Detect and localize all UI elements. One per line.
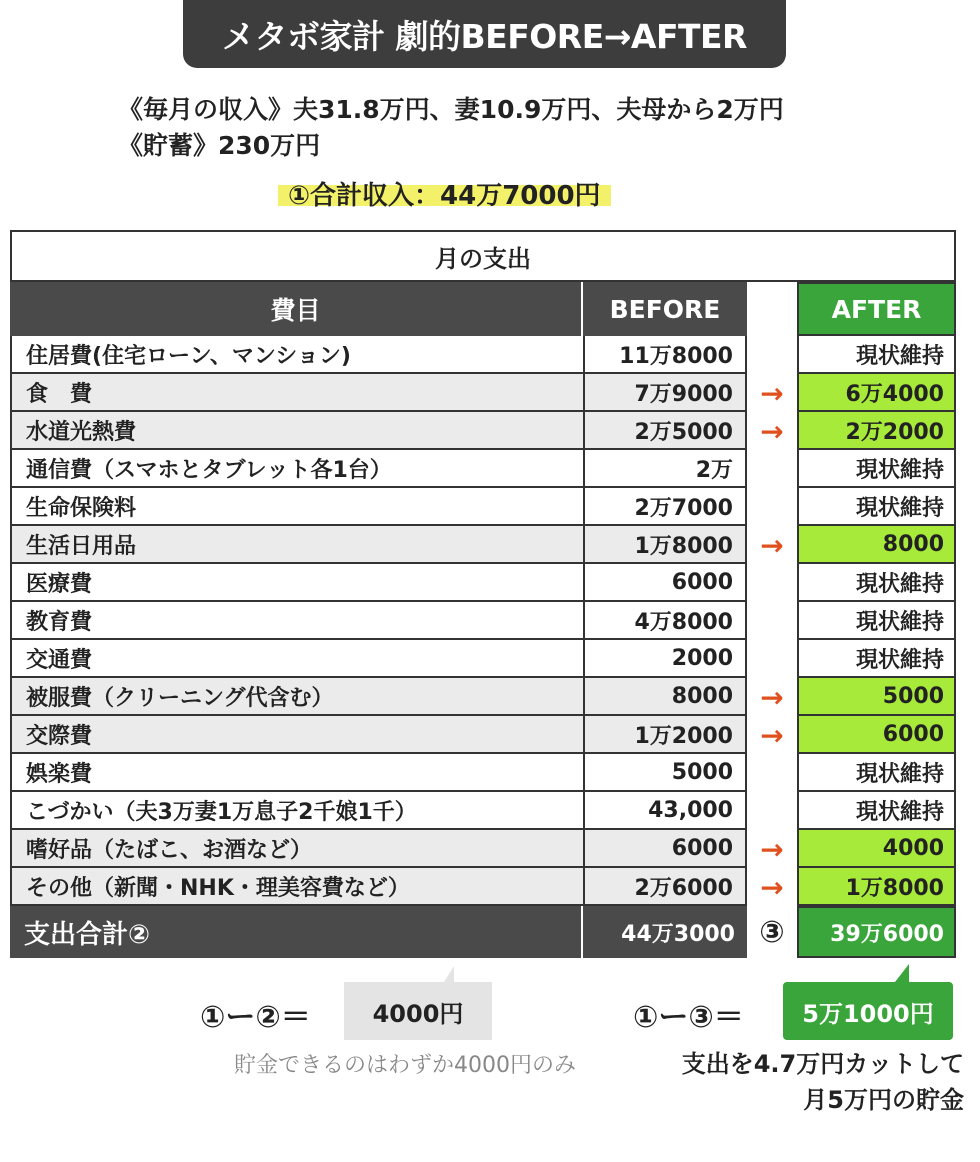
row-after: 現状維持 bbox=[797, 792, 956, 830]
header-after: AFTER bbox=[797, 282, 956, 336]
row-after: 5000 bbox=[797, 678, 956, 716]
result-after-note-line2: 月5万円の貯金 bbox=[803, 1086, 964, 1114]
row-before: 2000 bbox=[583, 640, 747, 678]
result-after-box: 5万1000円 bbox=[783, 982, 953, 1040]
row-item: 生活日用品 bbox=[10, 526, 583, 564]
row-after: 1万8000 bbox=[797, 868, 956, 906]
row-before: 2万7000 bbox=[583, 488, 747, 526]
callout-tail-green bbox=[895, 964, 909, 982]
row-before: 2万 bbox=[583, 450, 747, 488]
arrow-icon: → bbox=[760, 680, 784, 714]
row-before: 1万8000 bbox=[583, 526, 747, 564]
table-row bbox=[10, 488, 956, 526]
row-item: 交際費 bbox=[10, 716, 583, 754]
row-item: 娯楽費 bbox=[10, 754, 583, 792]
row-before: 7万9000 bbox=[583, 374, 747, 412]
row-after: 現状維持 bbox=[797, 450, 956, 488]
row-after: 6000 bbox=[797, 716, 956, 754]
arrow-icon bbox=[747, 488, 797, 526]
row-after: 現状維持 bbox=[797, 754, 956, 792]
arrow-icon bbox=[747, 640, 797, 678]
total-after: 39万6000 bbox=[797, 906, 956, 958]
arrow-icon bbox=[747, 450, 797, 488]
table-row bbox=[10, 564, 956, 602]
row-before: 6000 bbox=[583, 564, 747, 602]
table-row bbox=[10, 602, 956, 640]
table-row bbox=[10, 640, 956, 678]
total-row bbox=[10, 906, 956, 958]
arrow-icon bbox=[747, 754, 797, 792]
row-before: 6000 bbox=[583, 830, 747, 868]
monthly-income: 《毎月の収入》夫31.8万円、妻10.9万円、夫母から2万円 bbox=[118, 95, 784, 124]
row-before: 4万8000 bbox=[583, 602, 747, 640]
row-before: 11万8000 bbox=[583, 336, 747, 374]
expense-table bbox=[10, 230, 956, 958]
row-after: 現状維持 bbox=[797, 488, 956, 526]
result-before-box: 4000円 bbox=[344, 982, 492, 1040]
row-after: 8000 bbox=[797, 526, 956, 564]
table-row bbox=[10, 336, 956, 374]
row-after: 現状維持 bbox=[797, 564, 956, 602]
row-before: 2万5000 bbox=[583, 412, 747, 450]
row-after: 現状維持 bbox=[797, 602, 956, 640]
row-after: 現状維持 bbox=[797, 336, 956, 374]
table-header bbox=[10, 282, 956, 336]
row-before: 1万2000 bbox=[583, 716, 747, 754]
total-before: 44万3000 bbox=[583, 906, 747, 958]
row-before: 43,000 bbox=[583, 792, 747, 830]
row-item: こづかい（夫3万妻1万息子2千娘1千） bbox=[10, 792, 583, 830]
row-item: 嗜好品（たばこ、お酒など） bbox=[10, 830, 583, 868]
row-after: 現状維持 bbox=[797, 640, 956, 678]
header-before: BEFORE bbox=[583, 282, 747, 336]
total-label: 支出合計② bbox=[10, 906, 583, 958]
arrow-icon: → bbox=[760, 832, 784, 866]
callout-tail-gray bbox=[444, 966, 454, 982]
table-row bbox=[10, 450, 956, 488]
arrow-icon bbox=[747, 336, 797, 374]
table-row bbox=[10, 412, 956, 450]
result-before-note: 貯金できるのはわずか4000円のみ bbox=[234, 1053, 576, 1078]
arrow-icon bbox=[747, 602, 797, 640]
page-title: メタボ家計 劇的BEFORE→AFTER bbox=[183, 0, 786, 68]
formula-before: ①ー②＝ bbox=[200, 1000, 311, 1035]
table-row bbox=[10, 868, 956, 906]
total-income: ①合計収入：44万7000円 bbox=[278, 173, 611, 213]
arrow-icon: → bbox=[760, 870, 784, 904]
table-row bbox=[10, 792, 956, 830]
table-row bbox=[10, 678, 956, 716]
row-item: 交通費 bbox=[10, 640, 583, 678]
table-row bbox=[10, 716, 956, 754]
income-info bbox=[118, 92, 784, 164]
savings: 《貯蓄》230万円 bbox=[118, 131, 321, 160]
table-body bbox=[10, 336, 956, 906]
row-after: 6万4000 bbox=[797, 374, 956, 412]
row-item: 教育費 bbox=[10, 602, 583, 640]
row-before: 8000 bbox=[583, 678, 747, 716]
arrow-icon bbox=[747, 792, 797, 830]
row-item: 生命保険料 bbox=[10, 488, 583, 526]
formula-after: ①ー③＝ bbox=[633, 1000, 744, 1035]
arrow-icon: → bbox=[760, 528, 784, 562]
row-item: 医療費 bbox=[10, 564, 583, 602]
result-after-note bbox=[682, 1046, 964, 1118]
table-row bbox=[10, 754, 956, 792]
arrow-icon: → bbox=[760, 718, 784, 752]
table-row bbox=[10, 830, 956, 868]
arrow-icon bbox=[747, 564, 797, 602]
row-before: 5000 bbox=[583, 754, 747, 792]
row-item: 食 費 bbox=[10, 374, 583, 412]
table-row bbox=[10, 374, 956, 412]
row-item: 水道光熱費 bbox=[10, 412, 583, 450]
arrow-icon: → bbox=[760, 376, 784, 410]
header-item: 費目 bbox=[10, 282, 583, 336]
arrow-icon: → bbox=[760, 414, 784, 448]
row-after: 2万2000 bbox=[797, 412, 956, 450]
row-after: 4000 bbox=[797, 830, 956, 868]
result-after-note-line1: 支出を4.7万円カットして bbox=[681, 1050, 964, 1078]
row-before: 2万6000 bbox=[583, 868, 747, 906]
total-mark: ③ bbox=[759, 914, 785, 950]
row-item: 住居費(住宅ローン、マンション) bbox=[10, 336, 583, 374]
row-item: 被服費（クリーニング代含む） bbox=[10, 678, 583, 716]
row-item: 通信費（スマホとタブレット各1台） bbox=[10, 450, 583, 488]
table-row bbox=[10, 526, 956, 564]
table-caption: 月の支出 bbox=[10, 230, 956, 282]
row-item: その他（新聞・NHK・理美容費など） bbox=[10, 868, 583, 906]
